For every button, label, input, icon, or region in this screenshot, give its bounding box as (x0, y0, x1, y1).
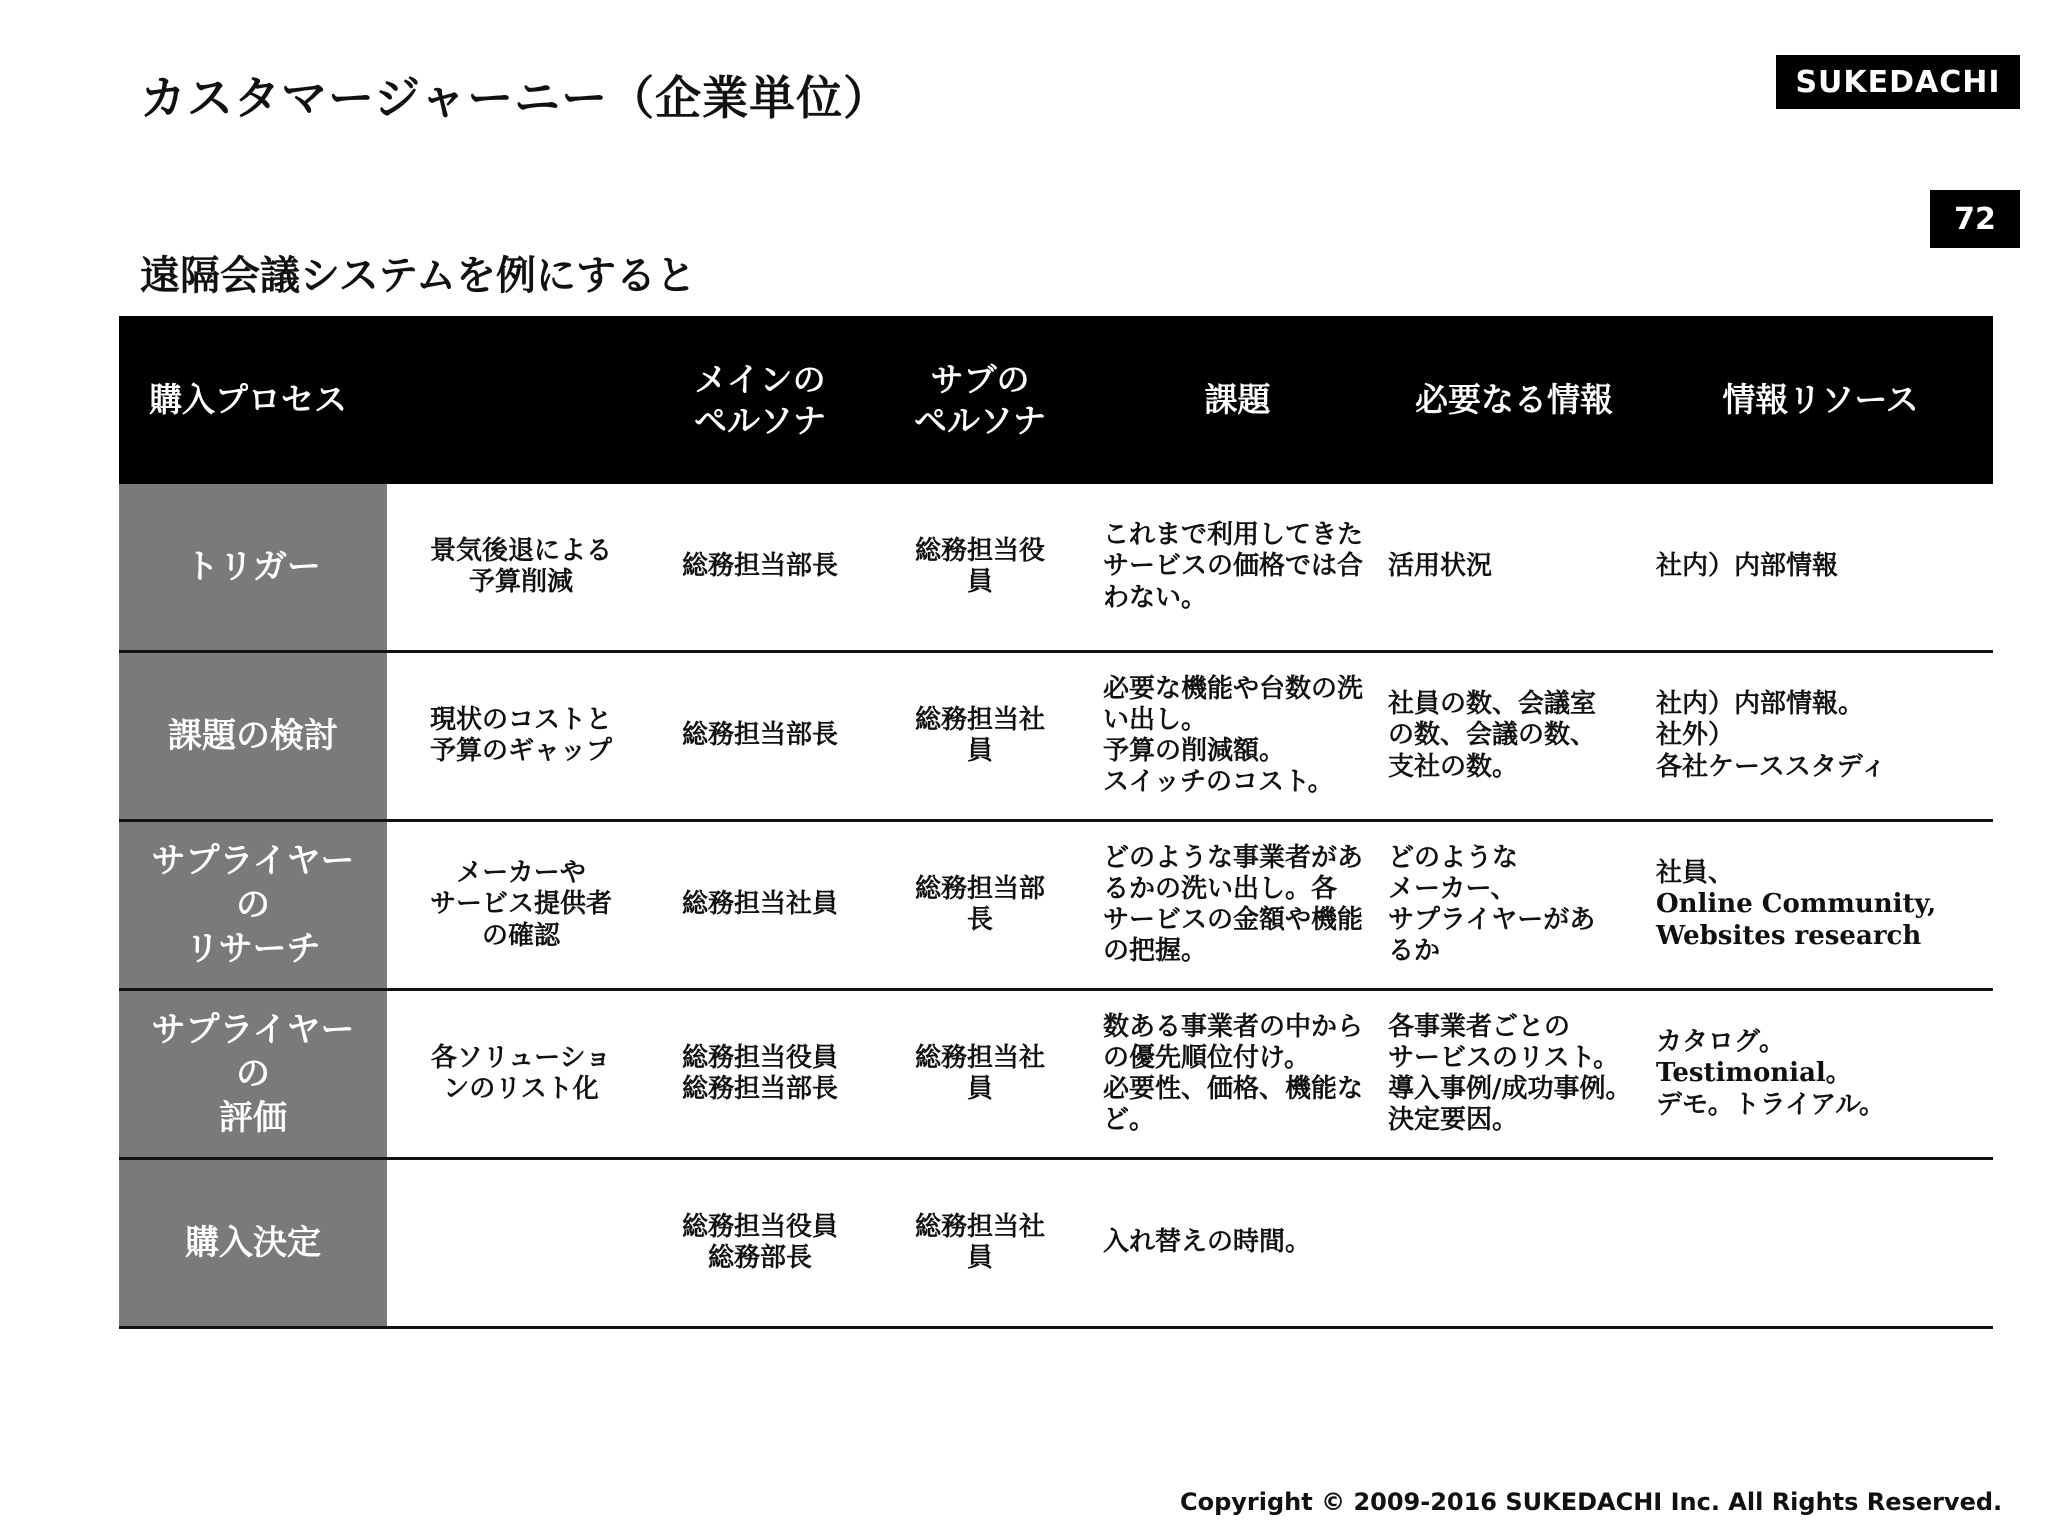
issue-cell: 入れ替えの時間。 (1095, 1159, 1380, 1328)
required-info-cell: 社員の数、会議室 の数、会議の数、 支社の数。 (1380, 652, 1648, 821)
header-main-persona: メインの ペルソナ (655, 316, 865, 484)
sub-persona-cell: 総務担当役 員 (865, 484, 1095, 652)
sub-persona-cell: 総務担当社 員 (865, 652, 1095, 821)
sub-persona-cell: 総務担当社 員 (865, 990, 1095, 1159)
issue-cell: 必要な機能や台数の洗 い出し。 予算の削減額。 スイッチのコスト。 (1095, 652, 1380, 821)
sub-process-cell (387, 1159, 655, 1328)
main-persona-cell: 総務担当役員 総務部長 (655, 1159, 865, 1328)
copyright-notice: Copyright © 2009-2016 SUKEDACHI Inc. All Rights Reserved. (1180, 1488, 2003, 1516)
header-issue: 課題 (1095, 316, 1380, 484)
sub-process-cell: 各ソリューショ ンのリスト化 (387, 990, 655, 1159)
main-persona-cell: 総務担当部長 (655, 484, 865, 652)
main-persona-cell: 総務担当社員 (655, 821, 865, 990)
info-resource-cell: 社員、 Online Community, Websites research (1648, 821, 1993, 990)
required-info-cell: 各事業者ごとの サービスのリスト。 導入事例/成功事例。 決定要因。 (1380, 990, 1648, 1159)
issue-cell: 数ある事業者の中から の優先順位付け。 必要性、価格、機能な ど。 (1095, 990, 1380, 1159)
stage-cell: サプライヤー の リサーチ (119, 821, 387, 990)
required-info-cell: 活用状況 (1380, 484, 1648, 652)
info-resource-cell: 社内）内部情報 (1648, 484, 1993, 652)
table-row (119, 990, 1993, 1159)
issue-cell: どのような事業者があ るかの洗い出し。各 サービスの金額や機能 の把握。 (1095, 821, 1380, 990)
required-info-cell: どのような メーカー、 サプライヤーがあ るか (1380, 821, 1648, 990)
table-header-row (119, 316, 1993, 484)
header-info-resource: 情報リソース (1648, 316, 1993, 484)
table-row (119, 821, 1993, 990)
sub-process-cell: メーカーや サービス提供者 の確認 (387, 821, 655, 990)
customer-journey-table (119, 316, 1993, 1329)
info-resource-cell: カタログ。 Testimonial。 デモ。トライアル。 (1648, 990, 1993, 1159)
page-title: カスタマージャーニー（企業単位） (140, 71, 891, 125)
header-sub-persona: サブの ペルソナ (865, 316, 1095, 484)
sub-persona-cell: 総務担当社 員 (865, 1159, 1095, 1328)
main-persona-cell: 総務担当役員 総務担当部長 (655, 990, 865, 1159)
brand-logo: SUKEDACHI (1776, 55, 2020, 109)
issue-cell: これまで利用してきた サービスの価格では合 わない。 (1095, 484, 1380, 652)
header-purchase-process: 購入プロセス (119, 316, 387, 484)
main-persona-cell: 総務担当部長 (655, 652, 865, 821)
info-resource-cell (1648, 1159, 1993, 1328)
table-row (119, 484, 1993, 652)
section-subtitle: 遠隔会議システムを例にすると (140, 252, 696, 299)
info-resource-cell: 社内）内部情報。 社外） 各社ケーススタディ (1648, 652, 1993, 821)
stage-cell: トリガー (119, 484, 387, 652)
stage-cell: 課題の検討 (119, 652, 387, 821)
stage-cell: 購入決定 (119, 1159, 387, 1328)
table-row (119, 1159, 1993, 1328)
required-info-cell (1380, 1159, 1648, 1328)
table-row (119, 652, 1993, 821)
sub-process-cell: 景気後退による 予算削減 (387, 484, 655, 652)
stage-cell: サプライヤー の 評価 (119, 990, 387, 1159)
sub-persona-cell: 総務担当部 長 (865, 821, 1095, 990)
header-required-info: 必要なる情報 (1380, 316, 1648, 484)
page-number-badge: 72 (1930, 190, 2020, 248)
sub-process-cell: 現状のコストと 予算のギャップ (387, 652, 655, 821)
header-blank (387, 316, 655, 484)
